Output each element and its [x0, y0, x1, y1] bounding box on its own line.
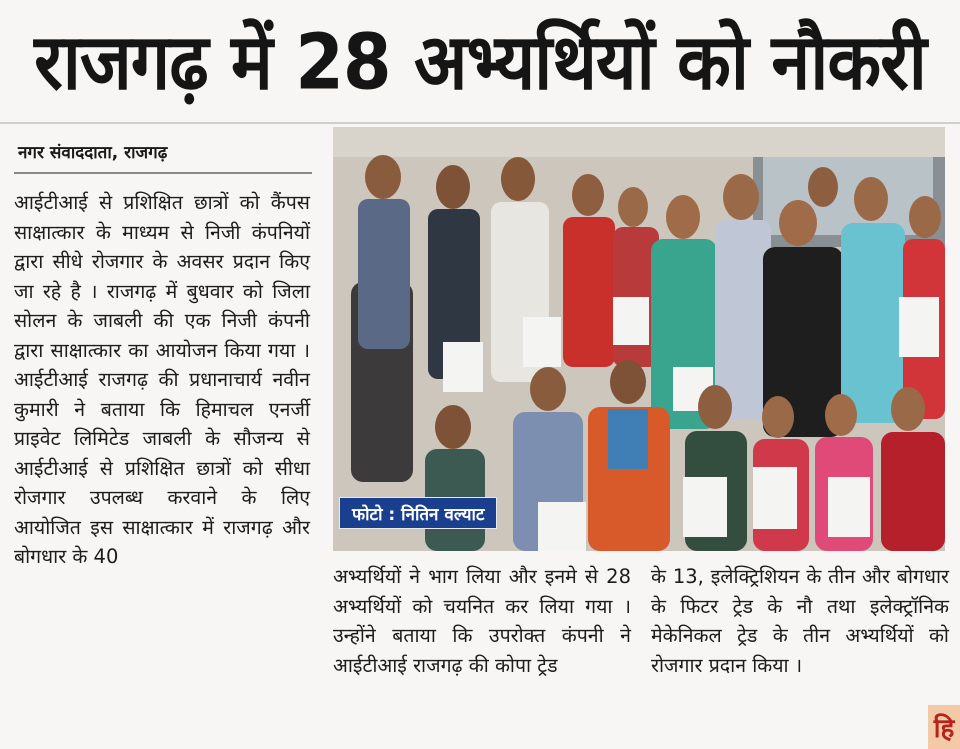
corner-tag: हि	[928, 705, 960, 749]
article-column-1	[14, 188, 310, 572]
article-text-col2: अभ्यर्थियों ने भाग लिया और इनमे से 28 अभ्यर्थियों को चयनित कर लिया गया । उन्होंने बताया कि उपरोक्त कंपनी ने आईटीआई राजगढ़ की कोपा ट्रेड	[333, 565, 631, 677]
byline-divider	[14, 172, 312, 174]
article-column-2	[333, 562, 631, 680]
article-text-col1: आईटीआई से प्रशिक्षित छात्रों को कैंपस साक्षात्कार के माध्यम से निजी कंपनियों द्वारा सीधे रोजगार के अवसर प्रदान किए जा रहे है । राजगढ़ में बुधवार को जिला सोलन के जाबली की एक निजी कंपनी द्वारा साक्षात्कार का आयोजन किया गया । आईटीआई राजगढ़ की प्रधानाचार्य नवीन कुमारी ने बताया कि हिमाचल एनर्जी प्राइवेट लिमिटेड जाबली के सौजन्य से आईटीआई से प्रशिक्षित छात्रों को सीधा रोजगार उपलब्ध करवाने के लिए आयोजित इस साक्षात्कार में राजगढ़ और बोगधार के 40	[14, 191, 310, 568]
news-photo	[333, 127, 945, 551]
article-column-3	[651, 562, 949, 680]
byline: नगर संवाददाता, राजगढ़	[18, 143, 168, 163]
headline: राजगढ़ में 28 अभ्यर्थियों को नौकरी	[34, 17, 926, 108]
article-text-col3: के 13, इलेक्ट्रिशियन के तीन और बोगधार के फिटर ट्रेड के नौ तथा इलेक्ट्रॉनिक मेकेनिकल ट्रेड के तीन अभ्यर्थियों को रोजगार प्रदान किया ।	[651, 565, 949, 677]
photo-credit: फोटो : नितिन वल्याट	[339, 497, 497, 529]
group-photo-illustration	[333, 127, 945, 551]
headline-divider	[0, 122, 960, 124]
